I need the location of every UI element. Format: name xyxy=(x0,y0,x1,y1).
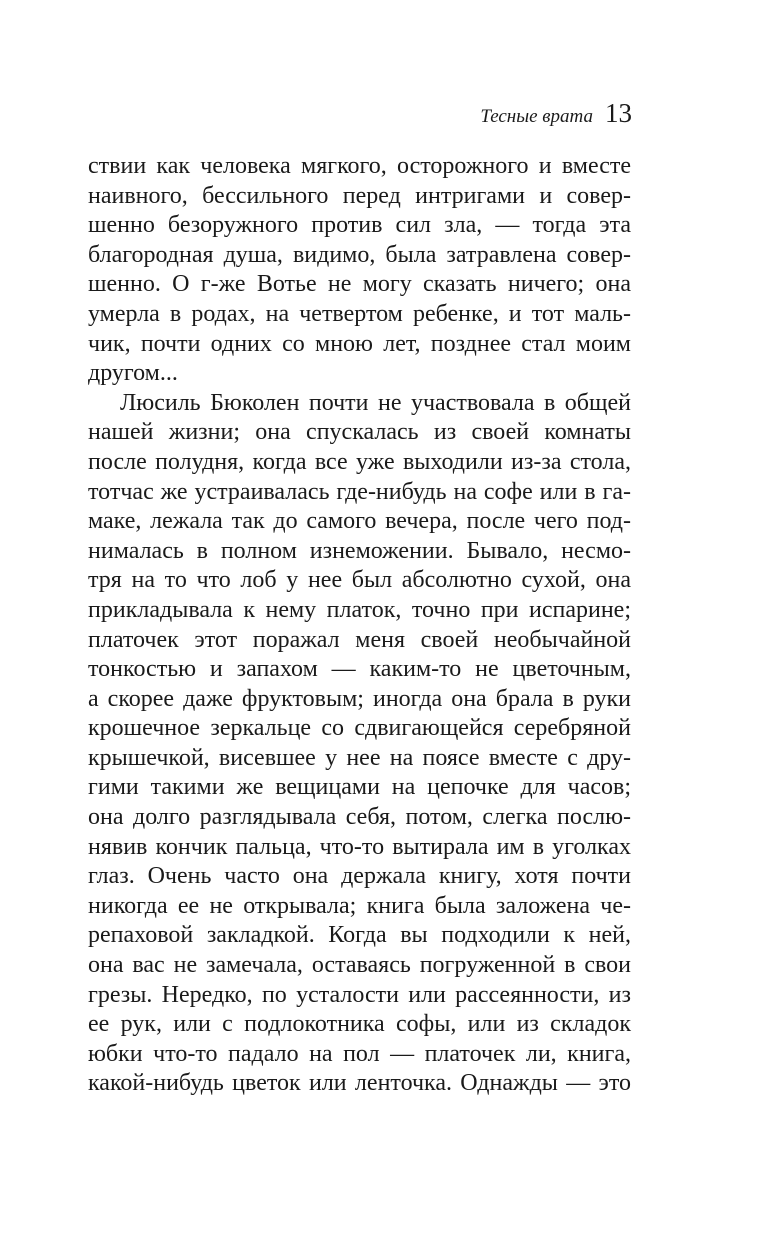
text-line: платочек этот поражал меня своей необычайной xyxy=(88,626,631,653)
text-line: ствии как человека мягкого, осторожного и вместе xyxy=(88,153,631,179)
text-line: Люсиль Бюколен почти не участвовала в общей xyxy=(120,389,631,416)
text-line: глаз. Очень часто она держала книгу, хотя почти xyxy=(88,863,631,890)
text-line: наивного, бессильного перед интригами и совер- xyxy=(88,182,631,209)
body-text xyxy=(88,152,631,1099)
text-line: шенно. О г-же Вотье не могу сказать ничего; она xyxy=(88,271,631,298)
text-line: грезы. Нередко, по усталости или рассеянности, из xyxy=(88,981,631,1008)
text-line: она вас не замечала, оставаясь погруженной в свои xyxy=(88,952,631,979)
text-line: репаховой закладкой. Когда вы подходили к ней, xyxy=(88,922,631,949)
text-line: прикладывала к нему платок, точно при испарине; xyxy=(88,596,631,623)
text-line: тотчас же устраивалась где-нибудь на софе или в га- xyxy=(88,478,631,505)
text-line: тонкостью и запахом — каким-то не цветочным, xyxy=(88,656,631,683)
text-line: нашей жизни; она спускалась из своей комнаты xyxy=(88,419,631,446)
text-line: благородная душа, видимо, была затравлена совер- xyxy=(88,241,631,268)
text-line: чик, почти одних со мною лет, позднее стал моим xyxy=(88,330,631,357)
text-line: а скорее даже фруктовым; иногда она брала в руки xyxy=(88,685,631,712)
text-line: юбки что-то падало на пол — платочек ли, книга, xyxy=(88,1040,631,1067)
text-line: умерла в родах, на четвертом ребенке, и тот маль- xyxy=(88,300,631,327)
text-line: крошечное зеркальце со сдвигающейся серебряной xyxy=(88,715,631,742)
text-line: маке, лежала так до самого вечера, после чего под- xyxy=(88,508,631,535)
text-line: тря на то что лоб у нее был абсолютно сухой, она xyxy=(88,567,631,594)
paragraph xyxy=(88,152,631,389)
text-line: шенно безоружного против сил зла, — тогда эта xyxy=(88,212,631,239)
text-line: нявив кончик пальца, что-то вытирала им в уголках xyxy=(88,833,631,860)
text-line: нималась в полном изнеможении. Бывало, несмо- xyxy=(88,537,631,564)
text-line: никогда ее не открывала; книга была заложена че- xyxy=(88,892,631,919)
paragraph xyxy=(88,389,631,1099)
page-number: 13 xyxy=(605,98,632,128)
text-line: крышечкой, висевшее у нее на поясе вместе с дру- xyxy=(88,744,631,771)
text-line: другом... xyxy=(88,360,178,387)
text-line: ее рук, или с подлокотника софы, или из складок xyxy=(88,1011,631,1038)
text-line: какой-нибудь цветок или ленточка. Однажды — это xyxy=(88,1070,631,1097)
text-line: она долго разглядывала себя, потом, слегка послю- xyxy=(88,804,631,831)
text-line: гими такими же вещицами на цепочке для часов; xyxy=(88,774,631,801)
text-line: после полудня, когда все уже выходили из-за стола, xyxy=(88,448,631,475)
running-head xyxy=(480,98,632,129)
running-title: Тесные врата xyxy=(480,106,593,127)
